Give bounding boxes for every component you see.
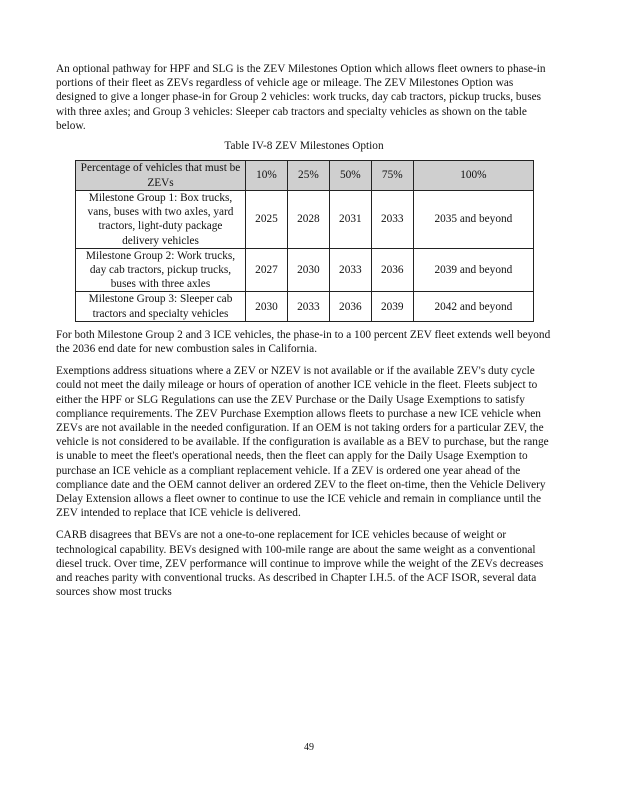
column-header: 10% [246, 161, 288, 191]
table-cell: 2025 [246, 191, 288, 249]
row-label: Milestone Group 2: Work trucks, day cab tractors, pickup trucks, buses with three axles [76, 248, 246, 292]
table-cell: 2036 [329, 292, 371, 321]
table-cell: 2039 [371, 292, 413, 321]
exemptions-paragraph: Exemptions address situations where a ZEV or NZEV is not available or if the available ZEV's duty cycle could not meet the daily mileage or hours of operation of another ICE vehicle in the fleet. Fleets subject to either the HPF or SLG Regulations can use the ZEV Purchase or the Daily Usage Exemptions to satisfy compliance requirements. The ZEV Purchase Exemption allows fleets to purchase a new ICE vehicle when ZEVs are not available in the needed configuration. If an OEM is not taking orders for a particular ZEV, the vehicle is not considered to be available. If the configuration is available as a BEV to purchase, but the range is unable to meet the fleet's operational needs, then the fleet can apply for the Daily Usage Exemption to purchase an ICE vehicle as a compliant replacement vehicle. If a ZEV is ordered one year ahead of the compliance date and the OEM cannot deliver an ordered ZEV to the fleet on-time, then the Vehicle Delivery Delay Extension allows a fleet owner to continue to use the ICE vehicle and remain in compliance until the ZEV intended to replace that ICE vehicle is delivered. [56, 365, 549, 520]
after-table-paragraph: For both Milestone Group 2 and 3 ICE vehicles, the phase-in to a 100 percent ZEV fleet extends well beyond the 2036 end date for new combustion sales in California. [56, 328, 551, 356]
column-header: 25% [287, 161, 329, 191]
table-caption: Table IV-8 ZEV Milestones Option [224, 140, 384, 153]
table-row [76, 191, 534, 249]
table-cell: 2030 [287, 248, 329, 292]
page-number: 49 [304, 742, 314, 753]
table-cell: 2039 and beyond [413, 248, 533, 292]
table-cell: 2030 [246, 292, 288, 321]
column-header: 75% [371, 161, 413, 191]
header-label: Percentage of vehicles that must be ZEVs [76, 161, 246, 191]
document-page [56, 62, 552, 600]
table-cell: 2027 [246, 248, 288, 292]
column-header: 100% [413, 161, 533, 191]
table-cell: 2033 [371, 191, 413, 249]
row-label: Milestone Group 3: Sleeper cab tractors and specialty vehicles [76, 292, 246, 321]
carb-paragraph: CARB disagrees that BEVs are not a one-to-one replacement for ICE vehicles because of weight or technological capability. BEVs designed with 100-mile range are about the same weight as a conventional diesel truck. Over time, ZEV performance will continue to improve while the weight of the ZEVs decreases and reaches parity with conventional trucks. As described in Chapter I.H.5. of the ACF ISOR, several data sources show most trucks [56, 529, 544, 599]
table-cell: 2033 [287, 292, 329, 321]
column-header: 50% [329, 161, 371, 191]
table-row [76, 292, 534, 321]
table-cell: 2035 and beyond [413, 191, 533, 249]
intro-paragraph: An optional pathway for HPF and SLG is the ZEV Milestones Option which allows fleet owners to phase-in portions of their fleet as ZEVs regardless of vehicle age or mileage. The ZEV Milestones Option was designed to give a longer phase-in for Group 2 vehicles: work trucks, day cab tractors, pickup trucks, buses with three axles; and Group 3 vehicles: Sleeper cab tractors and specialty vehicles as shown on the table below. [56, 63, 546, 132]
table-cell: 2036 [371, 248, 413, 292]
table-cell: 2028 [287, 191, 329, 249]
table-cell: 2042 and beyond [413, 292, 533, 321]
table-cell: 2031 [329, 191, 371, 249]
table-row [76, 248, 534, 292]
row-label: Milestone Group 1: Box trucks, vans, buses with two axles, yard tractors, light-duty package delivery vehicles [76, 191, 246, 249]
milestones-table [75, 160, 534, 322]
table-header-row [76, 161, 534, 191]
table-cell: 2033 [329, 248, 371, 292]
